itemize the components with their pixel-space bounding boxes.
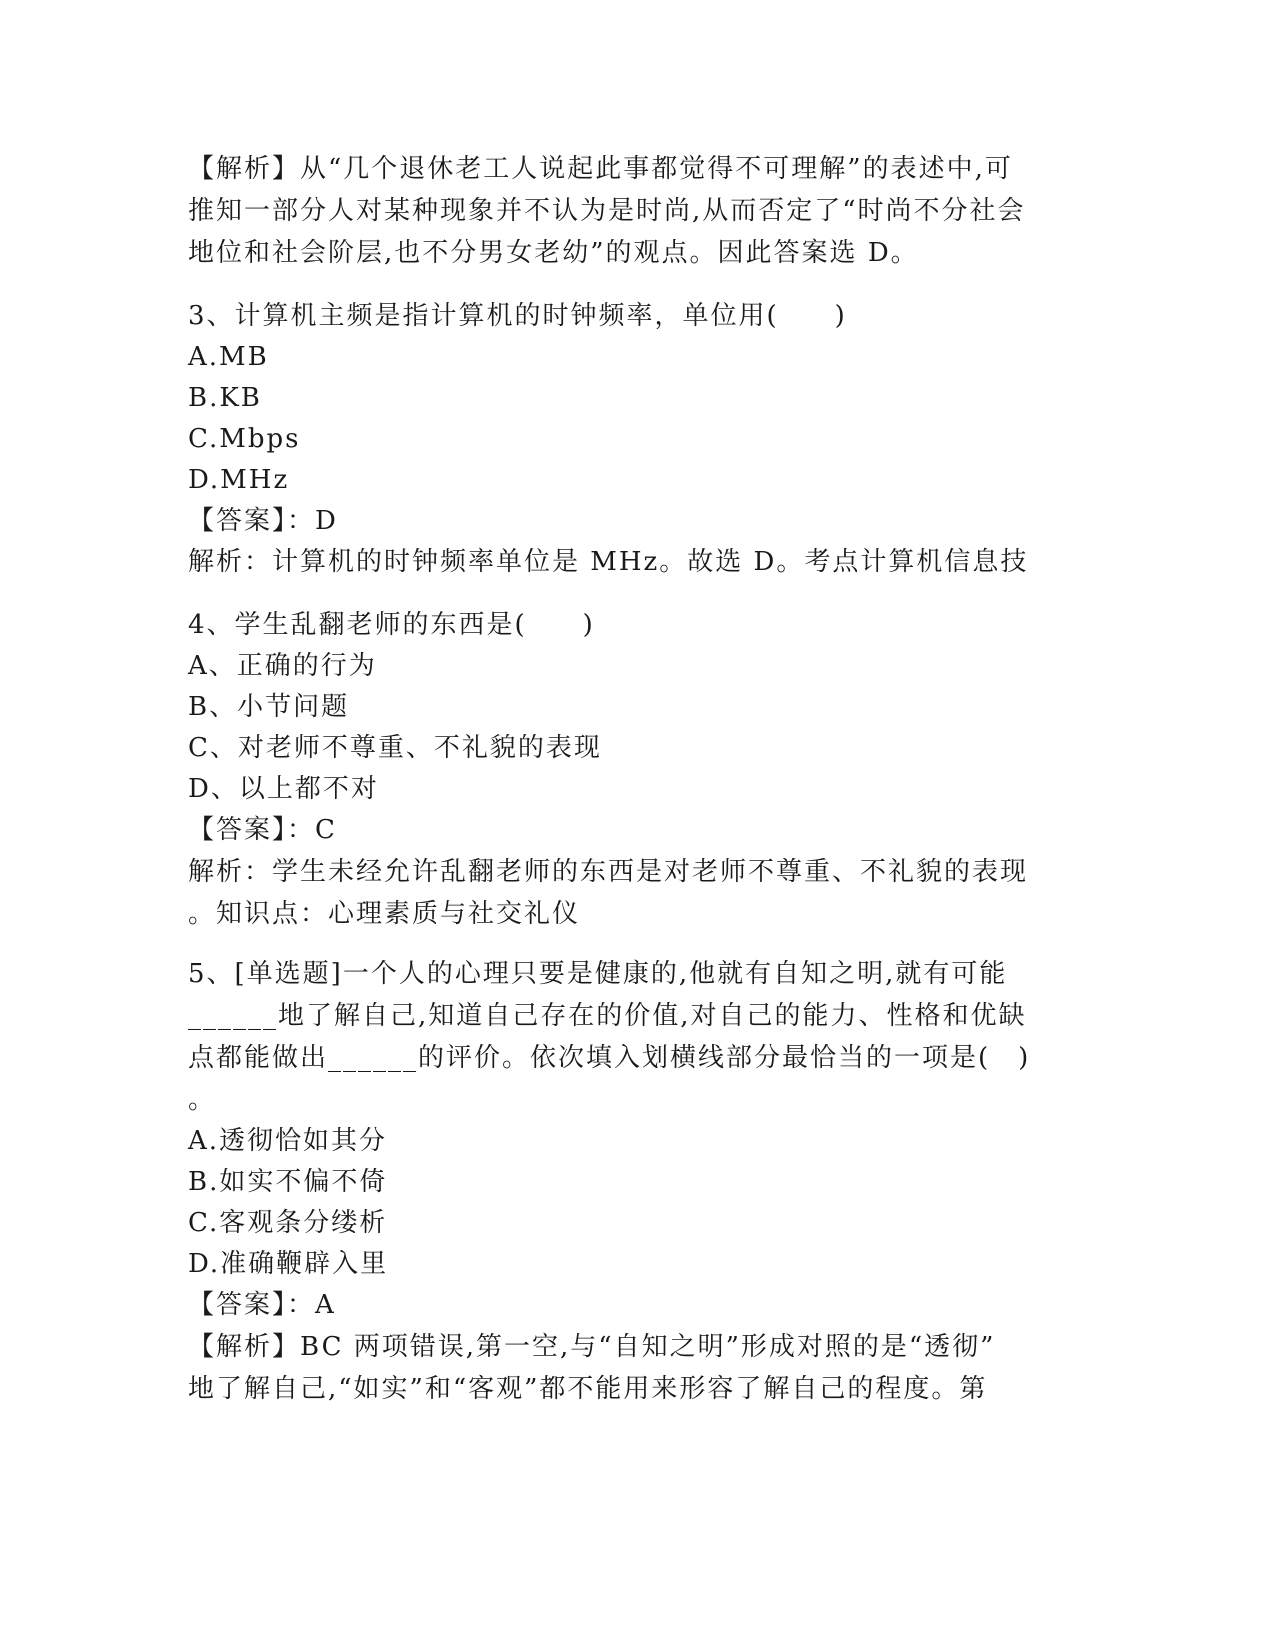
analysis: 。知识点：心理素质与社交礼仪: [188, 899, 581, 929]
answer: 【答案】：C: [188, 815, 337, 845]
option-c: C、对老师不尊重、不礼貌的表现: [188, 733, 602, 763]
question-stem: 5、[单选题]一个人的心理只要是健康的,他就有自知之明,就有可能: [188, 959, 1008, 989]
option-d: D.准确鞭辟入里: [188, 1249, 389, 1279]
option-d: D.MHz: [188, 465, 290, 495]
answer: 【答案】：D: [188, 506, 338, 536]
question-5: [188, 953, 1088, 1410]
option-b: B、小节问题: [188, 692, 350, 722]
question-stem: 4、学生乱翻老师的东西是( ): [188, 610, 595, 640]
document-page: [188, 148, 1088, 1410]
question-stem: 3、计算机主频是指计算机的时钟频率，单位用( ): [188, 301, 847, 331]
option-a: A、正确的行为: [188, 651, 377, 681]
option-c: C.客观条分缕析: [188, 1208, 388, 1238]
option-a: A.透彻恰如其分: [188, 1126, 388, 1156]
analysis: 【解析】BC 两项错误,第一空,与“自知之明”形成对照的是“透彻”: [188, 1332, 996, 1362]
analysis: 解析：学生未经允许乱翻老师的东西是对老师不尊重、不礼貌的表现: [188, 857, 1029, 887]
option-b: B.KB: [188, 383, 262, 413]
question-stem: 点都能做出______的评价。依次填入划横线部分最恰当的一项是( ): [188, 1043, 1031, 1073]
analysis: 解析：计算机的时钟频率单位是 MHz。故选 D。考点计算机信息技: [188, 547, 1029, 577]
option-d: D、以上都不对: [188, 774, 379, 804]
text-line: 推知一部分人对某种现象并不认为是时尚,从而否定了“时尚不分社会: [188, 196, 1026, 226]
question-4: [188, 605, 1088, 935]
question-stem: 。: [188, 1085, 217, 1115]
question-stem: ______地了解自己,知道自己存在的价值,对自己的能力、性格和优缺: [188, 1001, 1027, 1031]
text-line: 地位和社会阶层,也不分男女老幼”的观点。因此答案选 D。: [188, 238, 919, 268]
analysis: 地了解自己,“如实”和“客观”都不能用来形容了解自己的程度。第: [188, 1374, 988, 1404]
question-3: [188, 296, 1088, 583]
q2-analysis: [188, 148, 1088, 274]
text-line: 【解析】从“几个退休老工人说起此事都觉得不可理解”的表述中,可: [188, 154, 1013, 184]
answer: 【答案】：A: [188, 1290, 336, 1320]
option-c: C.Mbps: [188, 424, 301, 454]
option-b: B.如实不偏不倚: [188, 1167, 388, 1197]
option-a: A.MB: [188, 342, 269, 372]
